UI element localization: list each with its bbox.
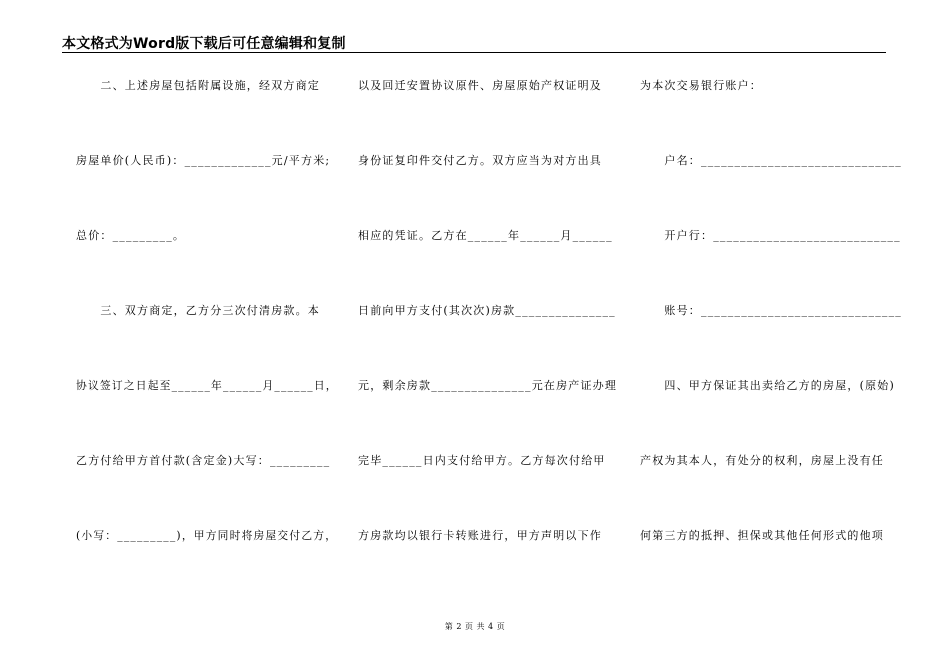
text-line: 房屋单价(人民币)：_____________元/平方米; [76,154,331,167]
text-line: 三、双方商定，乙方分三次付清房款。本 [76,304,320,317]
text-line: 乙方付给甲方首付款(含定金)大写：_________ [76,454,331,467]
text-column-2 [358,0,618,672]
text-line: 身份证复印件交付乙方。双方应当为对方出具 [358,154,602,167]
text-line: 完毕______日内支付给甲方。乙方每次付给甲 [358,454,606,467]
text-column-3 [640,0,900,672]
text-line: 以及回迁安置协议原件、房屋原始产权证明及 [358,79,602,92]
text-line: 四、甲方保证其出卖给乙方的房屋，(原始) [640,379,895,392]
text-line: 账号：______________________________ [640,304,902,317]
text-line: 户名：______________________________ [640,154,902,167]
text-line: 协议签订之日起至______年______月______日， [76,379,338,392]
text-column-1 [76,0,336,672]
page-number: 第 2 页 共 4 页 [444,622,506,631]
text-line: 为本次交易银行账户： [640,79,762,92]
text-line: 总价：_________。 [76,229,186,242]
text-line: 方房款均以银行卡转账进行，甲方声明以下作 [358,529,602,542]
document-header: 本文格式为Word版下载后可任意编辑和复制 [62,36,346,52]
text-line: 产权为其本人，有处分的权利，房屋上没有任 [640,454,884,467]
text-line: 何第三方的抵押、担保或其他任何形式的他项 [640,529,884,542]
text-line: 二、上述房屋包括附属设施，经双方商定 [76,79,320,92]
text-line: 元，剩余房款_______________元在房产证办理 [358,379,618,392]
text-line: 开户行：____________________________ [640,229,901,242]
text-line: (小写：_________)，甲方同时将房屋交付乙方， [76,529,338,542]
text-line: 相应的凭证。乙方在______年______月______ [358,229,613,242]
text-line: 日前向甲方支付(其次次)房款_______________ [358,304,616,317]
